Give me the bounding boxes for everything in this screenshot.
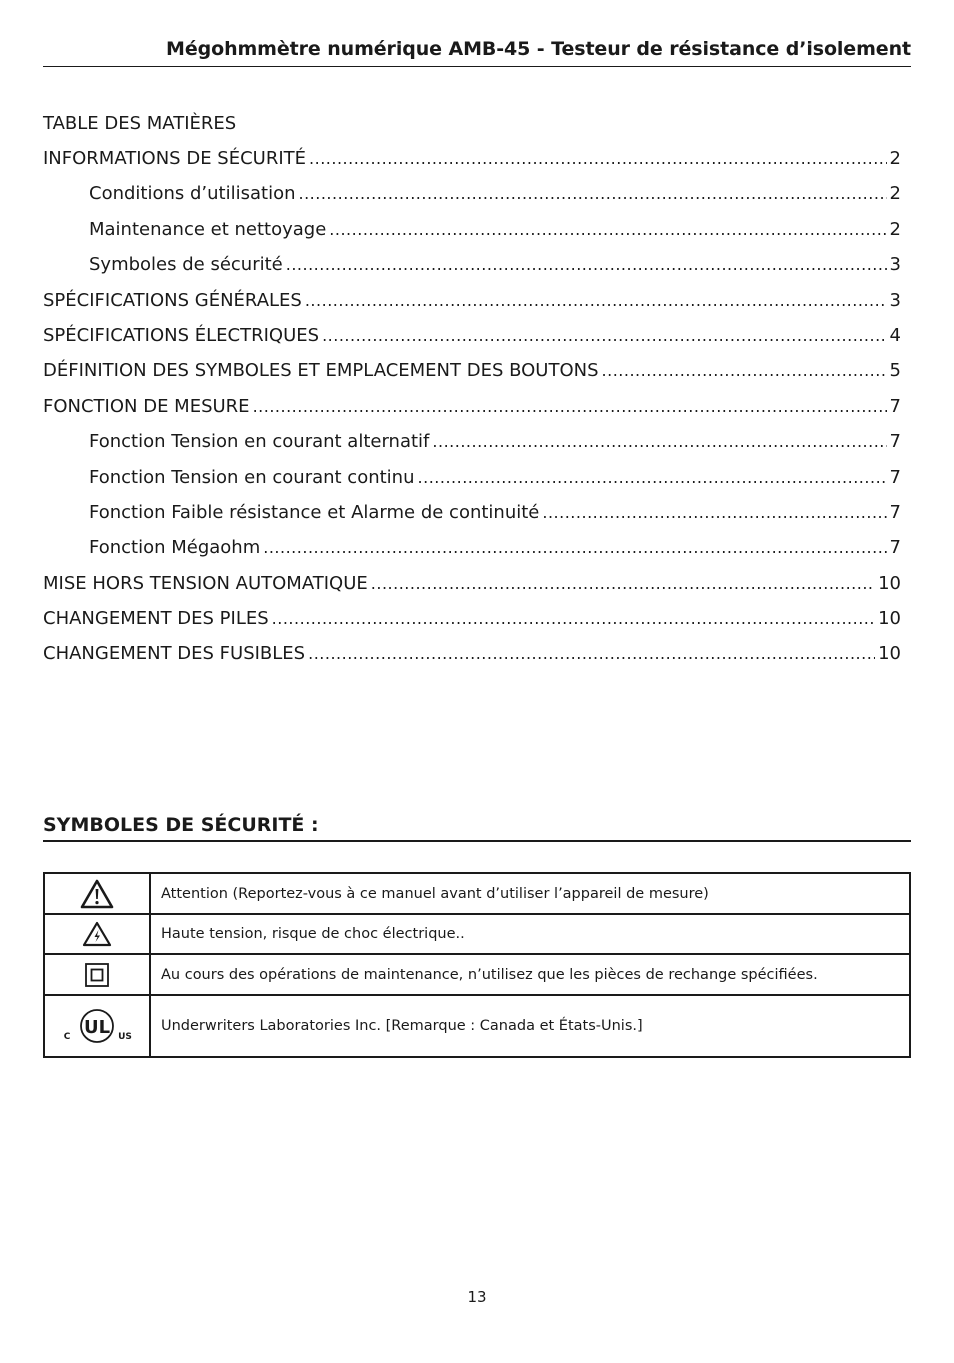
toc-entry-page: 7 (889, 431, 901, 453)
toc-entry (43, 183, 901, 218)
toc-entry-page: 7 (889, 466, 901, 488)
symbol-cell (44, 954, 150, 995)
ul-listed-icon (61, 1004, 133, 1048)
table-row (44, 995, 910, 1057)
toc-entry (43, 467, 901, 502)
toc-entry-page: 7 (889, 501, 901, 523)
toc-entry-label: Fonction Faible résistance et Alarme de continuité (89, 501, 540, 523)
symbol-cell (44, 873, 150, 914)
page-number: 13 (467, 1288, 487, 1306)
symbol-description: Attention (Reportez-vous à ce manuel avant d’utiliser l’appareil de mesure) (150, 873, 910, 914)
toc-heading: TABLE DES MATIÈRES (43, 113, 237, 134)
toc-entry-page: 3 (889, 254, 901, 276)
toc-entry-page: 7 (889, 537, 901, 559)
symbol-cell (44, 914, 150, 954)
toc-entry (43, 573, 901, 608)
table-row (44, 873, 910, 914)
toc-entry-label: SPÉCIFICATIONS GÉNÉRALES (43, 289, 302, 311)
toc-entry (43, 643, 901, 678)
toc-leader-dots (272, 609, 875, 628)
table-of-contents (43, 148, 901, 679)
toc-entry-label: Maintenance et nettoyage (89, 218, 327, 240)
high-voltage-icon (82, 921, 112, 947)
toc-entry-page: 10 (878, 572, 901, 594)
toc-entry (43, 537, 901, 572)
ul-right-text: US (118, 1032, 132, 1042)
toc-entry (43, 502, 901, 537)
toc-leader-dots (329, 220, 886, 239)
toc-leader-dots (602, 361, 887, 380)
toc-entry-label: INFORMATIONS DE SÉCURITÉ (43, 148, 307, 169)
symbol-cell (44, 995, 150, 1057)
toc-entry-label: Symboles de sécurité (89, 254, 283, 276)
double-insulation-icon (84, 962, 110, 988)
toc-leader-dots (305, 291, 887, 310)
table-row (44, 954, 910, 995)
toc-entry-label: DÉFINITION DES SYMBOLES ET EMPLACEMENT DES BOUTONS (43, 360, 599, 382)
toc-entry-label: CHANGEMENT DES PILES (43, 608, 269, 630)
toc-entry-page: 2 (889, 148, 901, 169)
symbol-description: Haute tension, risque de choc électrique.. (150, 914, 910, 954)
toc-leader-dots (542, 503, 886, 522)
toc-leader-dots (322, 326, 886, 345)
toc-entry-label: MISE HORS TENSION AUTOMATIQUE (43, 572, 368, 594)
toc-entry (43, 290, 901, 325)
toc-entry (43, 219, 901, 254)
toc-leader-dots (309, 149, 887, 168)
toc-entry (43, 608, 901, 643)
toc-entry (43, 254, 901, 289)
header-divider (43, 66, 911, 67)
toc-entry-page: 7 (889, 395, 901, 417)
toc-leader-dots (286, 255, 887, 274)
toc-leader-dots (371, 574, 875, 593)
toc-entry-label: FONCTION DE MESURE (43, 395, 250, 417)
ul-mark-text: UL (83, 1017, 111, 1038)
document-title: Mégohmmètre numérique AMB-45 - Testeur de résistance d’isolement (166, 38, 911, 60)
symbol-description: Underwriters Laboratories Inc. [Remarque : Canada et États-Unis.] (150, 995, 910, 1057)
safety-symbols-heading: SYMBOLES DE SÉCURITÉ : (43, 814, 319, 836)
toc-leader-dots (253, 397, 887, 416)
toc-leader-dots (432, 432, 886, 451)
toc-entry-label: Conditions d’utilisation (89, 183, 296, 205)
warning-triangle-icon (80, 879, 114, 909)
toc-entry-label: Fonction Mégaohm (89, 537, 261, 559)
toc-leader-dots (299, 184, 887, 203)
toc-leader-dots (263, 538, 886, 557)
toc-leader-dots (418, 468, 887, 487)
toc-entry (43, 396, 901, 431)
section-divider (43, 840, 911, 842)
toc-entry (43, 360, 901, 395)
toc-entry-page: 2 (889, 218, 901, 240)
table-row (44, 914, 910, 954)
toc-entry-page: 5 (889, 360, 901, 382)
safety-symbols-table (43, 872, 911, 1058)
toc-entry-page: 10 (878, 643, 901, 665)
toc-entry-label: Fonction Tension en courant continu (89, 466, 415, 488)
toc-leader-dots (308, 644, 875, 663)
ul-left-text: C (63, 1032, 71, 1042)
toc-entry-label: CHANGEMENT DES FUSIBLES (43, 643, 306, 665)
symbol-description: Au cours des opérations de maintenance, n’utilisez que les pièces de rechange spécifiées. (150, 954, 910, 995)
toc-entry-page: 4 (889, 324, 901, 346)
toc-entry-page: 2 (889, 183, 901, 205)
toc-entry (43, 148, 901, 183)
toc-entry (43, 325, 901, 360)
toc-entry-label: SPÉCIFICATIONS ÉLECTRIQUES (43, 324, 320, 346)
toc-entry-page: 3 (889, 289, 901, 311)
toc-entry-label: Fonction Tension en courant alternatif (89, 431, 430, 453)
toc-entry (43, 431, 901, 466)
toc-entry-page: 10 (878, 608, 901, 630)
